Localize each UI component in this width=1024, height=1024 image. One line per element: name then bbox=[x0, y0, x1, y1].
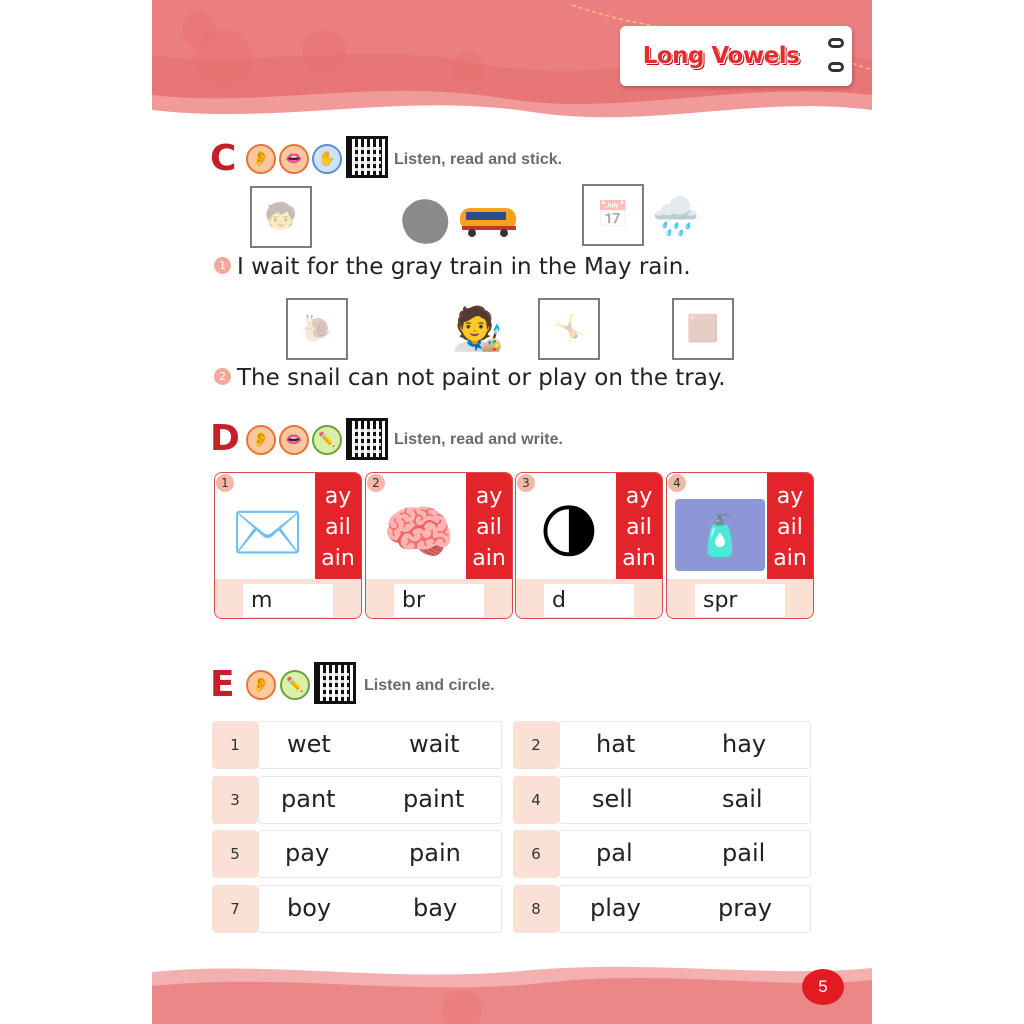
painter-icon: 🧑‍🎨 bbox=[451, 304, 505, 353]
option-ay: ay bbox=[475, 484, 503, 509]
answer-strip bbox=[215, 579, 362, 619]
ear-icon: 👂 bbox=[246, 425, 276, 455]
answer-field[interactable]: br bbox=[394, 584, 484, 617]
sticker-slot-wait[interactable]: 🧒 bbox=[250, 186, 312, 248]
title-card bbox=[620, 26, 852, 86]
decor-bubble bbox=[182, 12, 216, 46]
ending-options bbox=[466, 473, 512, 579]
qr-code-icon[interactable] bbox=[346, 418, 388, 460]
word-option-b[interactable]: paint bbox=[403, 785, 465, 813]
word-pair-box bbox=[559, 721, 811, 769]
sentence-2 bbox=[214, 365, 726, 391]
gray-blob-icon bbox=[398, 194, 454, 248]
option-ay: ay bbox=[625, 484, 653, 509]
word-option-b[interactable]: pain bbox=[409, 839, 461, 867]
option-ail: ail bbox=[476, 515, 502, 540]
word-option-a[interactable]: pay bbox=[285, 839, 330, 867]
decor-bubble bbox=[302, 30, 346, 74]
option-ain: ain bbox=[622, 546, 656, 571]
word-option-b[interactable]: wait bbox=[409, 730, 460, 758]
word-pair-box bbox=[258, 721, 502, 769]
binder-ring-icon bbox=[828, 62, 844, 72]
envelopes-icon: ✉️ bbox=[231, 497, 305, 566]
answer-strip bbox=[366, 579, 513, 619]
ending-options bbox=[767, 473, 813, 579]
ear-icon: 👂 bbox=[246, 144, 276, 174]
mouth-icon: 👄 bbox=[279, 144, 309, 174]
section-d-letter: D bbox=[210, 418, 240, 459]
rain-icon: 🌧️ bbox=[652, 193, 700, 238]
row-number: 4 bbox=[513, 776, 559, 824]
answer-strip bbox=[516, 579, 663, 619]
word-card bbox=[365, 472, 513, 619]
ending-options bbox=[616, 473, 662, 579]
word-option-a[interactable]: sell bbox=[592, 785, 633, 813]
spray-icon: 🧴 bbox=[675, 499, 765, 571]
option-ail: ail bbox=[626, 515, 652, 540]
word-option-a[interactable]: pal bbox=[596, 839, 633, 867]
pencil-icon: ✏️ bbox=[312, 425, 342, 455]
answer-field[interactable]: spr bbox=[695, 584, 785, 617]
option-ail: ail bbox=[777, 515, 803, 540]
word-option-a[interactable]: boy bbox=[287, 894, 332, 922]
answer-field[interactable]: m bbox=[243, 584, 333, 617]
word-option-a[interactable]: wet bbox=[287, 730, 331, 758]
row-number: 5 bbox=[212, 830, 258, 878]
row-number: 6 bbox=[513, 830, 559, 878]
sticker-slot-snail[interactable]: 🐌 bbox=[286, 298, 348, 360]
word-card bbox=[666, 472, 814, 619]
word-option-b[interactable]: pray bbox=[718, 894, 773, 922]
sentence-1-number: 1 bbox=[214, 257, 231, 274]
section-d-instruction: Listen, read and write. bbox=[394, 431, 563, 448]
word-option-b[interactable]: bay bbox=[413, 894, 458, 922]
option-ain: ain bbox=[321, 546, 355, 571]
word-option-a[interactable]: hat bbox=[596, 730, 636, 758]
sticker-slot-play[interactable]: 🤸 bbox=[538, 298, 600, 360]
day-night-icon: 🌗 bbox=[538, 498, 600, 566]
option-ay: ay bbox=[776, 484, 804, 509]
option-ain: ain bbox=[472, 546, 506, 571]
train-icon bbox=[458, 196, 520, 244]
word-option-b[interactable]: hay bbox=[722, 730, 767, 758]
word-option-a[interactable]: pant bbox=[281, 785, 336, 813]
option-ail: ail bbox=[325, 515, 351, 540]
workbook-page bbox=[152, 0, 872, 1024]
card-number: 4 bbox=[668, 474, 686, 492]
word-card bbox=[515, 472, 663, 619]
hand-stick-icon: ✋ bbox=[312, 144, 342, 174]
qr-code-icon[interactable] bbox=[346, 136, 388, 178]
sticker-slot-calendar[interactable]: 📅 bbox=[582, 184, 644, 246]
sentence-1 bbox=[214, 254, 691, 280]
row-number: 2 bbox=[513, 721, 559, 769]
word-option-a[interactable]: play bbox=[590, 894, 641, 922]
word-option-b[interactable]: sail bbox=[722, 785, 763, 813]
word-pair-box bbox=[258, 830, 502, 878]
word-option-b[interactable]: pail bbox=[722, 839, 766, 867]
sentence-2-text: The snail can not paint or play on the tray. bbox=[237, 365, 726, 391]
option-ay: ay bbox=[324, 484, 352, 509]
sticker-slot-tray[interactable]: 🟫 bbox=[672, 298, 734, 360]
word-pair-box bbox=[559, 885, 811, 933]
mouth-icon: 👄 bbox=[279, 425, 309, 455]
sentence-1-text: I wait for the gray train in the May rain. bbox=[237, 254, 691, 280]
footer-wave bbox=[152, 960, 872, 1024]
card-number: 2 bbox=[367, 474, 385, 492]
decor-bubble bbox=[452, 52, 484, 84]
section-e-instruction: Listen and circle. bbox=[364, 677, 495, 694]
card-number: 1 bbox=[216, 474, 234, 492]
answer-field[interactable]: d bbox=[544, 584, 634, 617]
row-number: 3 bbox=[212, 776, 258, 824]
row-number: 7 bbox=[212, 885, 258, 933]
word-pair-box bbox=[258, 776, 502, 824]
row-number: 1 bbox=[212, 721, 258, 769]
page-number: 5 bbox=[802, 969, 844, 1005]
option-ain: ain bbox=[773, 546, 807, 571]
binder-ring-icon bbox=[828, 38, 844, 48]
word-pair-box bbox=[559, 776, 811, 824]
section-c-letter: C bbox=[210, 138, 237, 179]
page-title: Long Vowels bbox=[642, 43, 800, 69]
qr-code-icon[interactable] bbox=[314, 662, 356, 704]
ending-options bbox=[315, 473, 361, 579]
pencil-icon: ✏️ bbox=[280, 670, 310, 700]
row-number: 8 bbox=[513, 885, 559, 933]
ear-icon: 👂 bbox=[246, 670, 276, 700]
section-e-letter: E bbox=[210, 664, 235, 705]
brain-icon: 🧠 bbox=[382, 497, 456, 566]
word-pair-box bbox=[559, 830, 811, 878]
decor-bubble bbox=[442, 990, 482, 1024]
sentence-2-number: 2 bbox=[214, 368, 231, 385]
word-pair-box bbox=[258, 885, 502, 933]
answer-strip bbox=[667, 579, 814, 619]
word-card bbox=[214, 472, 362, 619]
card-number: 3 bbox=[517, 474, 535, 492]
section-c-instruction: Listen, read and stick. bbox=[394, 151, 563, 168]
